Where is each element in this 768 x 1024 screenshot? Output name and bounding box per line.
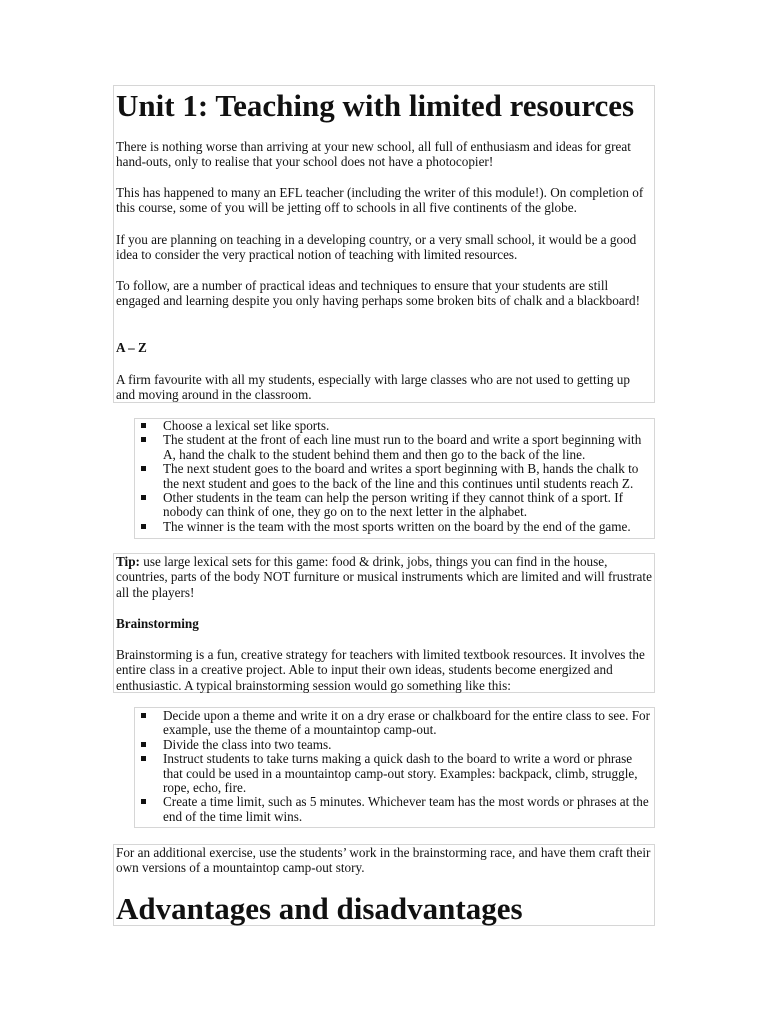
list-item-text: Other students in the team can help the person writing if they cannot think of a sport. If nobody can think of one, they go on to the next letter in the alphabet. <box>163 490 623 520</box>
bullet-icon <box>141 742 146 747</box>
list-item <box>0 709 653 738</box>
list-item-text: The winner is the team with the most sports written on the board by the end of the game. <box>163 518 631 534</box>
list-item-text: Instruct students to take turns making a quick dash to the board to write a word or phrase that could be used in a mountaintop camp-out story. Examples: backpack, climb, struggle, rope, echo, fire. <box>163 751 638 796</box>
list-item-text: Choose a lexical set like sports. <box>163 418 330 433</box>
list-item <box>0 752 653 795</box>
tip-text: use large lexical sets for this game: food & drink, jobs, things you can find in the house, countries, parts of the body NOT furniture or musical instruments which are limited and will frustrate all the players! <box>116 554 652 600</box>
list-item <box>0 419 653 433</box>
bullet-icon <box>141 437 146 442</box>
list-item <box>0 462 653 491</box>
list-item-text: Decide upon a theme and write it on a dry erase or chalkboard for the entire class to see. For example, use the theme of a mountaintop camp-out. <box>163 708 651 738</box>
page-title: Unit 1: Teaching with limited resources <box>116 88 635 123</box>
tip-paragraph <box>116 554 652 600</box>
advantages-heading: Advantages and disadvantages <box>116 891 523 926</box>
intro-paragraph-1: There is nothing worse than arriving at your new school, all full of enthusiasm and ideas for great hand-outs, only to realise that your school does not have a photocopier! <box>116 139 631 170</box>
bullet-icon <box>141 756 146 761</box>
bullet-icon <box>141 423 146 428</box>
list-item <box>0 738 653 752</box>
intro-paragraph-3: If you are planning on teaching in a developing country, or a very small school, it would be a good idea to consider the very practical notion of teaching with limited resources. <box>116 232 637 263</box>
brainstorming-steps-list <box>0 709 653 824</box>
extra-exercise-paragraph: For an additional exercise, use the students’ work in the brainstorming race, and have them craft their own versions of a mountaintop camp-out story. <box>116 845 651 876</box>
brainstorming-intro: Brainstorming is a fun, creative strategy for teachers with limited textbook resources. It involves the entire class in a creative project. Able to input their own ideas, students become energized and enthusiastic. A typical brainstorming session would go something like this: <box>116 647 645 693</box>
az-heading: A – Z <box>116 340 147 355</box>
list-item <box>0 433 653 462</box>
tip-label: Tip: <box>116 554 140 569</box>
list-item-text: The next student goes to the board and writes a sport beginning with B, hands the chalk to the next student and goes to the back of the line and this continues until students reach Z. <box>163 461 639 491</box>
list-item <box>0 491 653 520</box>
bullet-icon <box>141 495 146 500</box>
bullet-icon <box>141 524 146 529</box>
list-item <box>0 520 653 534</box>
intro-paragraph-2: This has happened to many an EFL teacher (including the writer of this module!). On completion of this course, some of you will be jetting off to schools in all five continents of the globe. <box>116 185 644 216</box>
list-item-text: Divide the class into two teams. <box>163 736 332 752</box>
intro-paragraph-4: To follow, are a number of practical ideas and techniques to ensure that your students are still engaged and learning despite you only having perhaps some broken bits of chalk and a blackboard! <box>116 278 641 309</box>
bullet-icon <box>141 799 146 804</box>
az-intro: A firm favourite with all my students, especially with large classes who are not used to getting up and moving around in the classroom. <box>116 372 630 403</box>
brainstorming-heading: Brainstorming <box>116 616 199 631</box>
az-steps-list <box>0 419 653 534</box>
bullet-icon <box>141 466 146 471</box>
list-item <box>0 795 653 824</box>
list-item-text: Create a time limit, such as 5 minutes. Whichever team has the most words or phrases at the end of the time limit wins. <box>163 794 649 824</box>
list-item-text: The student at the front of each line must run to the board and write a sport beginning with A, hand the chalk to the student behind them and then go to the back of the line. <box>163 432 642 462</box>
bullet-icon <box>141 713 146 718</box>
